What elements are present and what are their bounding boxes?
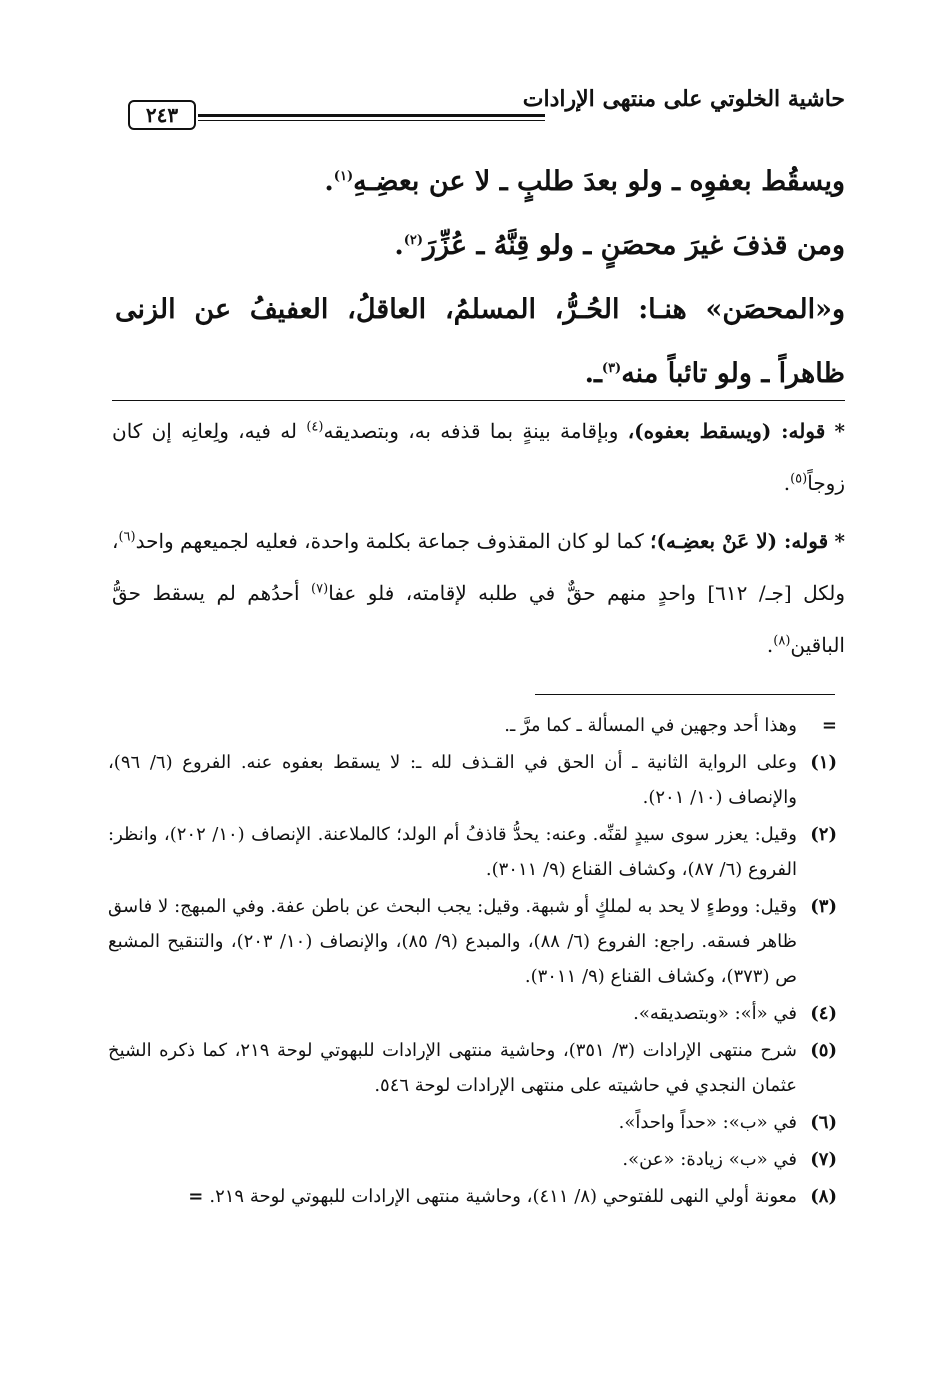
footnote-ref[interactable]: (٣) — [601, 361, 622, 376]
header-rule-thin — [198, 120, 545, 121]
matn-line — [115, 150, 845, 214]
matn-line — [115, 278, 845, 406]
matn-text: و«المحصَن» هنـا: الحُـرُّ، المسلمُ، العاقلُ، العفيفُ عن الزنى ظاهراً ـ ولو تائباً منه — [115, 294, 845, 389]
running-title: حاشية الخلوتي على منتهى الإرادات — [522, 86, 845, 112]
matn-text: ـ. — [584, 358, 602, 389]
page-header — [128, 80, 845, 128]
footnote-number: (٧) — [810, 1149, 837, 1170]
matn-text: . — [394, 230, 404, 261]
commentary-lemma: قوله: (لا عَنْ بعضِـه)؛ — [650, 529, 829, 553]
footnote-text: وقيل: ووطءٍ لا يحد به لملكٍ أو شبهة. وقيل: يجب البحث عن باطن عفة. وفي المبهج: لا فاسق ظاهر فسقه. راجع: الفروع (٦/ ٨٨)، والمبدع (٩/ ٨٥)، والإنصاف (١٠/ ٢٠٣)، والتنقيح المشبع ص (٣٧٣)، وكشاف القناع (٩/ ٣٠١١). — [108, 896, 797, 987]
footnote-number: (٥) — [810, 1040, 837, 1061]
footnote-item — [108, 1142, 837, 1177]
commentary-paragraph — [112, 405, 845, 509]
continuation-marker: = — [188, 1186, 204, 1207]
footnote-text: معونة أولي النهى للفتوحي (٨/ ٤١١)، وحاشية منتهى الإرادات للبهوتي لوحة ٢١٩. — [209, 1186, 797, 1207]
footnote-text: شرح منتهى الإرادات (٣/ ٣٥١)، وحاشية منتهى الإرادات للبهوتي لوحة ٢١٩، كما ذكره الشيخ عثمان النجدي في حاشيته على منتهى الإرادات لوحة ٥٤٦. — [108, 1040, 797, 1096]
matn-line — [115, 214, 845, 278]
footnote-text: وعلى الرواية الثانية ـ أن الحق في القـذف لله ـ: لا يسقط بعفوه عنه. الفروع (٦/ ٩٦)، والإنصاف (١٠/ ٢٠١). — [108, 752, 797, 808]
footnote-ref[interactable]: (٢) — [403, 233, 424, 248]
footnotes — [108, 708, 837, 1216]
footnote-item — [108, 1105, 837, 1140]
commentary — [112, 405, 845, 677]
footnote-number: (٣) — [810, 896, 837, 917]
footnote-number: (٦) — [810, 1112, 837, 1133]
matn-text: . — [324, 166, 334, 197]
main-text — [115, 150, 845, 406]
commentary-text: له فيه، ولِعانِه إن كان زوجاً — [112, 419, 845, 495]
text-commentary-divider — [112, 400, 845, 401]
footnote-number: (٨) — [810, 1186, 837, 1207]
footnote-number: (١) — [810, 752, 837, 773]
page-number: ٢٤٣ — [128, 100, 196, 130]
footnote-ref[interactable]: (١) — [333, 169, 354, 184]
star-marker: * — [834, 529, 845, 553]
commentary-text: . — [783, 471, 791, 495]
footnote-continuation — [108, 708, 837, 743]
footnote-item — [108, 996, 837, 1031]
commentary-text: . — [766, 633, 774, 657]
footnote-ref[interactable]: (٤) — [306, 419, 324, 435]
footnote-item — [108, 817, 837, 887]
footnote-number: (٤) — [810, 1003, 837, 1024]
footnote-ref[interactable]: (٧) — [311, 581, 329, 597]
commentary-text: كما لو كان المقذوف جماعة بكلمة واحدة، فعليه لجميعهم واحد — [135, 529, 644, 553]
footnote-item — [108, 1179, 837, 1214]
footnote-number: (٢) — [810, 824, 837, 845]
commentary-lemma: قوله: (ويسقط بعفوه)، — [627, 419, 826, 443]
continuation-marker: = — [821, 715, 837, 736]
matn-text: ويسقُط بعفوِه ـ ولو بعدَ طلبٍ ـ لا عن بعضِـهِ — [353, 166, 845, 197]
commentary-text: ، ولكل [جـ/ ٦١٢] واحدٍ منهم حقٌّ في طلبه لإقامته، فلو عفا — [112, 529, 846, 605]
star-marker: * — [834, 419, 845, 443]
footnote-text: في «أ»: «وبتصديقه». — [633, 1003, 797, 1024]
footnote-text: في «ب» زيادة: «عن». — [622, 1149, 797, 1170]
footnote-separator — [535, 694, 835, 695]
footnote-text: وهذا أحد وجهين في المسألة ـ كما مرَّ ـ. — [504, 715, 797, 736]
matn-text: ومن قذفَ غيرَ محصَنٍ ـ ولو قِنَّهُ ـ عُزِّرَ — [423, 230, 845, 261]
commentary-text: وبإقامة بينةٍ بما قذفه به، وبتصديقه — [323, 419, 619, 443]
footnote-item — [108, 889, 837, 994]
footnote-ref[interactable]: (٨) — [773, 633, 791, 649]
commentary-text: أحدُهم لم يسقط حقُّ الباقين — [112, 581, 845, 657]
footnote-ref[interactable]: (٦) — [118, 529, 136, 545]
commentary-paragraph — [112, 515, 845, 671]
footnote-ref[interactable]: (٥) — [790, 471, 808, 487]
footnote-item — [108, 1033, 837, 1103]
footnote-item — [108, 745, 837, 815]
footnote-text: وقيل: يعزر سوى سيدٍ لقنِّه. وعنه: يحدُّ قاذفُ أم الولد؛ كالملاعنة. الإنصاف (١٠/ ٢٠٢)، وانظر: الفروع (٦/ ٨٧)، وكشاف القناع (٩/ ٣٠١١). — [108, 824, 797, 880]
header-rule — [198, 114, 545, 117]
footnote-text: في «ب»: «حداً واحداً». — [618, 1112, 797, 1133]
